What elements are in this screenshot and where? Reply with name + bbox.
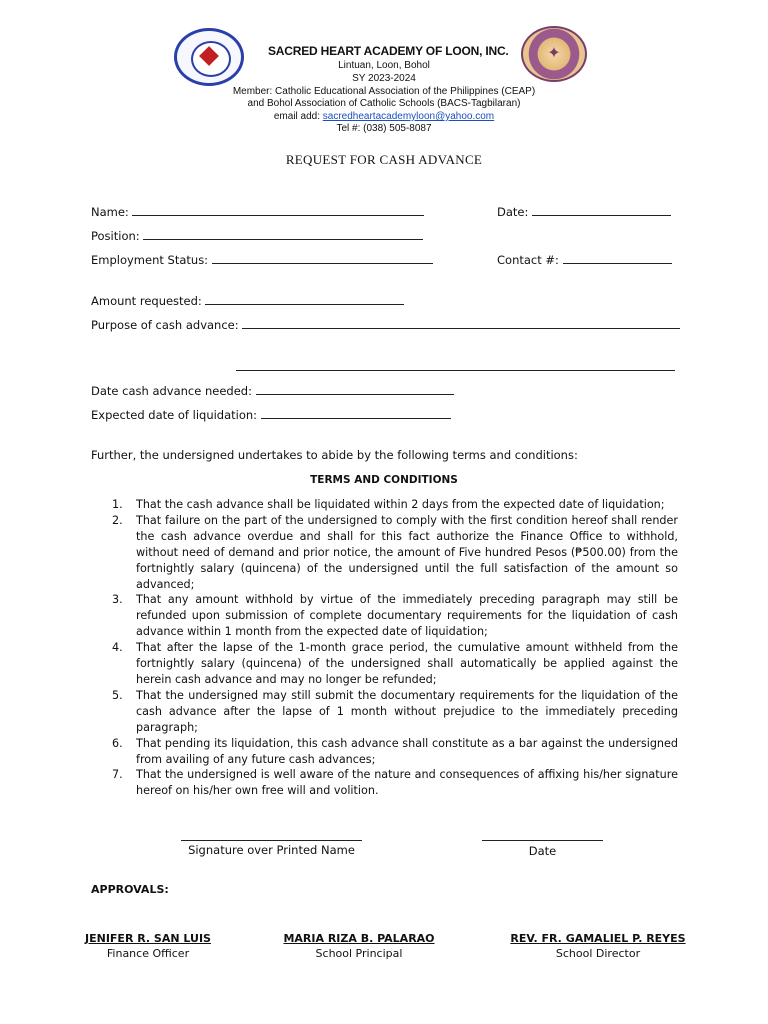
approver-name: MARIA RIZA B. PALARAO: [283, 932, 435, 945]
contact-field: [497, 251, 672, 267]
term-number: 1.: [112, 498, 123, 511]
name-blank[interactable]: [132, 203, 424, 216]
date-needed-label: Date cash advance needed:: [91, 384, 252, 398]
term-text: That the undersigned is well aware of the nature and consequences of affixing his/her signature hereof on his/her own free will and volition.: [136, 768, 678, 798]
association-seal-icon: ✦: [521, 26, 587, 82]
signature-date-label: Date: [528, 844, 557, 858]
approver-role: School Principal: [315, 947, 403, 960]
list-item: [110, 640, 678, 688]
telephone: Tel #: (038) 505-8087: [336, 123, 432, 134]
term-number: 4.: [112, 641, 123, 655]
email-label: email add:: [273, 111, 323, 122]
list-item: [110, 688, 678, 736]
position-blank[interactable]: [143, 227, 423, 240]
term-number: 2.: [112, 513, 123, 527]
date-label: Date:: [497, 205, 529, 219]
list-item: [110, 592, 678, 640]
school-address: Lintuan, Loon, Bohol: [338, 60, 430, 71]
position-label: Position:: [91, 229, 140, 243]
contact-label: Contact #:: [497, 253, 559, 267]
terms-list: [110, 497, 678, 799]
date-blank[interactable]: [532, 203, 671, 216]
term-text: That the undersigned may still submit the documentary requirements for the liquidation of the cash advance after the lapse of 1 month without prejudice to the immediately preceding paragraph;: [136, 688, 678, 734]
amount-label: Amount requested:: [91, 294, 202, 308]
amount-field: [91, 292, 404, 308]
purpose-label: Purpose of cash advance:: [91, 318, 239, 332]
signature-line[interactable]: [181, 840, 362, 841]
list-item: [110, 767, 678, 799]
date-needed-field: [91, 382, 454, 398]
purpose-blank-line-2[interactable]: [236, 369, 675, 371]
contact-blank[interactable]: [563, 251, 672, 264]
list-item: [110, 736, 678, 768]
name-field: [91, 203, 424, 219]
terms-title: TERMS AND CONDITIONS: [310, 474, 458, 486]
purpose-blank[interactable]: [242, 316, 680, 329]
employment-status-label: Employment Status:: [91, 253, 209, 267]
name-label: Name:: [91, 205, 129, 219]
approvals-title: APPROVALS:: [91, 883, 169, 896]
approver-name: REV. FR. GAMALIEL P. REYES: [510, 932, 686, 945]
term-text: That failure on the part of the undersigned to comply with the first condition hereof shall render the cash advance overdue and shall for this fact authorize the Finance Office to withhold, without need of demand and prior notice, the amount of Five hundred Pesos (₱500.00) from the fortnightly salary (quincena) of the undersigned until the full satisfaction of the amount so advanced;: [136, 513, 678, 591]
membership-line-1: Member: Catholic Educational Association of the Philippines (CEAP): [232, 86, 536, 97]
liquidation-date-label: Expected date of liquidation:: [91, 408, 258, 422]
employment-status-field: [91, 251, 433, 267]
term-number: 7.: [112, 768, 123, 782]
approver-role: Finance Officer: [106, 947, 190, 960]
term-text: That the cash advance shall be liquidated within 2 days from the expected date of liquidation;: [136, 498, 665, 511]
liquidation-date-field: [91, 406, 451, 422]
position-field: [91, 227, 423, 243]
term-number: 3.: [112, 593, 123, 607]
purpose-field: [91, 316, 680, 332]
term-text: That after the lapse of the 1-month grace period, the cumulative amount withheld from the fortnightly salary (quincena) of the undersigned shall automatically be applied against the herein cash advance and may no longer be refunded;: [136, 641, 678, 686]
term-text: That pending its liquidation, this cash advance shall constitute as a bar against the undersigned from availing of any future cash advances;: [136, 736, 678, 766]
form-title: REQUEST FOR CASH ADVANCE: [285, 152, 483, 167]
approver-role: School Director: [555, 947, 641, 960]
amount-blank[interactable]: [205, 292, 404, 305]
school-year: SY 2023-2024: [352, 73, 416, 84]
term-number: 5.: [112, 688, 123, 702]
email-line: [0, 111, 768, 123]
date-needed-blank[interactable]: [256, 382, 454, 395]
term-text: That any amount withhold by virtue of the immediately preceding paragraph may still be refunded upon submission of complete documentary requirements for the liquidation of cash advance within 1 month from the expected date of liquidation;: [136, 593, 678, 639]
list-item: [110, 513, 678, 593]
terms-intro: Further, the undersigned undertakes to abide by the following terms and conditions:: [91, 448, 578, 462]
signature-date-line[interactable]: [482, 840, 603, 841]
school-name: SACRED HEART ACADEMY OF LOON, INC.: [268, 44, 509, 58]
employment-status-blank[interactable]: [212, 251, 433, 264]
list-item: [110, 497, 678, 513]
liquidation-date-blank[interactable]: [261, 406, 451, 419]
membership-line-2: and Bohol Association of Catholic Schools (BACS-Tagbilaran): [247, 98, 521, 109]
signature-label: Signature over Printed Name: [188, 843, 355, 857]
email-link[interactable]: sacredheartacademyloon@yahoo.com: [322, 111, 495, 122]
term-number: 6.: [112, 736, 123, 750]
date-field: [497, 203, 671, 219]
approver-name: JENIFER R. SAN LUIS: [85, 932, 211, 945]
